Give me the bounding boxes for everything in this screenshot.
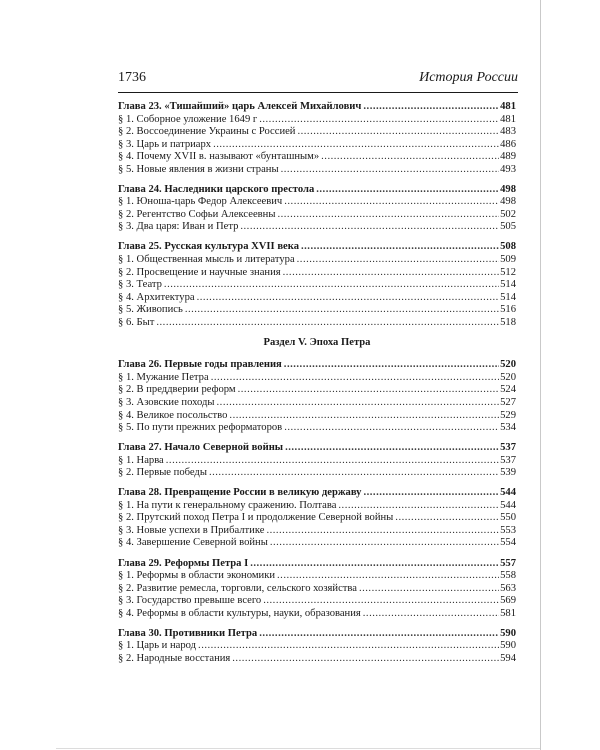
toc-section-entry <box>118 525 516 538</box>
page-ref: 534 <box>500 422 516 434</box>
chapter-title: Глава 29. Реформы Петра I <box>118 557 249 569</box>
section-title: § 1. Царь и народ <box>118 640 197 652</box>
section-title: § 3. Государство превыше всего <box>118 595 262 607</box>
toc-section-entry <box>118 653 516 666</box>
dot-leader <box>363 487 499 500</box>
chapter-title: Глава 26. Первые годы правления <box>118 359 282 371</box>
table-of-contents <box>118 101 516 673</box>
page-ref: 594 <box>500 652 516 664</box>
section-title: § 1. Нарва <box>118 454 164 466</box>
chapter-title: Глава 24. Наследники царского престола <box>118 183 315 195</box>
page-ref: 569 <box>500 595 516 607</box>
page-ref: 502 <box>500 208 516 220</box>
section-title: § 4. Завершение Северной войны <box>118 537 268 549</box>
toc-section-entry <box>118 583 516 596</box>
dot-leader <box>211 372 499 385</box>
section-title: § 2. В преддверии реформ <box>118 384 236 396</box>
section-title: § 3. Театр <box>118 279 162 291</box>
toc-section-entry <box>118 422 516 435</box>
page-ref: 537 <box>500 454 516 466</box>
dot-leader <box>232 653 499 666</box>
toc-chapter-entry <box>118 241 516 254</box>
toc-section-entry <box>118 139 516 152</box>
page-ref: 509 <box>500 254 516 266</box>
toc-chapter-group <box>118 359 516 434</box>
toc-chapter-entry <box>118 442 516 455</box>
page-ref: 483 <box>500 126 516 138</box>
chapter-title: Глава 25. Русская культура XVII века <box>118 241 299 253</box>
page-ref: 558 <box>500 570 516 582</box>
header-rule <box>118 92 518 93</box>
dot-leader <box>284 422 499 435</box>
dot-leader <box>217 397 500 410</box>
section-title: § 5. Живопись <box>118 304 183 316</box>
dot-leader <box>166 455 499 468</box>
toc-section-entry <box>118 209 516 222</box>
page-ref: 537 <box>500 442 516 454</box>
toc-chapter-entry <box>118 184 516 197</box>
toc-chapter-group <box>118 241 516 329</box>
toc-section-entry <box>118 317 516 330</box>
toc-chapter-entry <box>118 359 516 372</box>
page-ref: 550 <box>500 512 516 524</box>
dot-leader <box>321 151 499 164</box>
section-title: § 3. Два царя: Иван и Петр <box>118 221 239 233</box>
toc-section-entry <box>118 500 516 513</box>
page-ref: 590 <box>500 627 516 639</box>
chapter-title: Глава 27. Начало Северной войны <box>118 442 284 454</box>
toc-chapter-group <box>118 184 516 234</box>
page-ref: 518 <box>500 316 516 328</box>
toc-chapter-group <box>118 558 516 621</box>
section-heading: Раздел V. Эпоха Петра <box>263 336 371 348</box>
chapter-title: Глава 30. Противники Петра <box>118 627 258 639</box>
dot-leader <box>359 583 499 596</box>
section-title: § 5. Новые явления в жизни страны <box>118 163 279 175</box>
toc-section-entry <box>118 512 516 525</box>
page-bottom-edge <box>56 748 540 749</box>
dot-leader <box>363 608 499 621</box>
dot-leader <box>297 254 499 267</box>
dot-leader <box>283 267 499 280</box>
section-title: § 4. Реформы в области культуры, науки, образования <box>118 607 361 619</box>
dot-leader <box>266 525 499 538</box>
page-ref: 489 <box>500 151 516 163</box>
page-ref: 498 <box>500 196 516 208</box>
toc-section-entry <box>118 196 516 209</box>
dot-leader <box>277 209 499 222</box>
dot-leader <box>229 410 499 423</box>
toc-section-entry <box>118 608 516 621</box>
dot-leader <box>238 384 499 397</box>
page-ref: 539 <box>500 467 516 479</box>
page-ref: 481 <box>500 101 516 112</box>
dot-leader <box>395 512 499 525</box>
dot-leader <box>185 304 499 317</box>
toc-section-entry <box>118 114 516 127</box>
section-title: § 1. Соборное уложение 1649 г <box>118 113 258 125</box>
page-ref: 486 <box>500 138 516 150</box>
page-ref: 590 <box>500 640 516 652</box>
dot-leader <box>277 570 499 583</box>
toc-chapter-entry <box>118 558 516 571</box>
dot-leader <box>281 164 500 177</box>
page-ref: 553 <box>500 524 516 536</box>
dot-leader <box>284 359 499 372</box>
toc-section-entry <box>118 410 516 423</box>
dot-leader <box>198 640 499 653</box>
page-ref: 554 <box>500 537 516 549</box>
dot-leader <box>250 558 499 571</box>
toc-groups-after <box>118 359 516 665</box>
section-title: § 2. Первые победы <box>118 467 207 479</box>
dot-leader <box>316 184 499 197</box>
dot-leader <box>240 221 499 234</box>
section-title: § 1. Общественная мысль и литература <box>118 254 295 266</box>
dot-leader <box>164 279 499 292</box>
toc-section-entry <box>118 570 516 583</box>
toc-section-entry <box>118 292 516 305</box>
dot-leader <box>297 126 499 139</box>
toc-chapter-entry <box>118 628 516 641</box>
dot-leader <box>338 500 499 513</box>
page-ref: 516 <box>500 304 516 316</box>
page-number: 1736 <box>118 70 146 85</box>
dot-leader <box>285 442 499 455</box>
toc-section-entry <box>118 372 516 385</box>
section-title: § 2. Развитие ремесла, торговли, сельского хозяйства <box>118 582 357 594</box>
section-title: § 3. Азовские походы <box>118 396 215 408</box>
dot-leader <box>259 114 499 127</box>
toc-section-entry <box>118 221 516 234</box>
toc-groups-before <box>118 101 516 329</box>
toc-chapter-group <box>118 442 516 480</box>
page-ref: 527 <box>500 396 516 408</box>
page-ref: 508 <box>500 241 516 253</box>
toc-chapter-entry <box>118 101 516 114</box>
toc-section-entry <box>118 467 516 480</box>
page-ref: 505 <box>500 221 516 233</box>
toc-section-entry <box>118 164 516 177</box>
toc-chapter-group <box>118 487 516 550</box>
dot-leader <box>284 196 499 209</box>
page-ref: 520 <box>500 359 516 371</box>
toc-section-entry <box>118 595 516 608</box>
toc-section-entry <box>118 455 516 468</box>
toc-section-entry <box>118 279 516 292</box>
page-ref: 557 <box>500 557 516 569</box>
page-ref: 514 <box>500 291 516 303</box>
toc-section-entry <box>118 254 516 267</box>
section-title: § 1. На пути к генеральному сражению. Полтава <box>118 499 337 511</box>
toc-section-entry <box>118 384 516 397</box>
dot-leader <box>213 139 499 152</box>
dot-leader <box>263 595 499 608</box>
section-title: § 5. По пути прежних реформаторов <box>118 422 283 434</box>
dot-leader <box>156 317 499 330</box>
section-title: § 2. Регентство Софьи Алексеевны <box>118 208 276 220</box>
page-edge <box>540 0 541 750</box>
dot-leader <box>209 467 499 480</box>
section-title: § 1. Реформы в области экономики <box>118 570 276 582</box>
section-title: § 6. Быт <box>118 316 155 328</box>
page-ref: 529 <box>500 409 516 421</box>
section-title: § 4. Почему XVII в. называют «бунташным» <box>118 151 320 163</box>
section-title: § 3. Царь и патриарх <box>118 138 212 150</box>
toc-section-entry <box>118 640 516 653</box>
chapter-title: Глава 28. Превращение России в великую державу <box>118 487 362 499</box>
toc-chapter-group <box>118 628 516 666</box>
dot-leader <box>363 101 499 114</box>
toc-section-entry <box>118 151 516 164</box>
section-title: § 2. Просвещение и научные знания <box>118 266 281 278</box>
page-ref: 498 <box>500 183 516 195</box>
dot-leader <box>270 537 499 550</box>
page-ref: 581 <box>500 607 516 619</box>
section-title: § 1. Мужание Петра <box>118 371 209 383</box>
page-ref: 544 <box>500 499 516 511</box>
page-ref: 493 <box>500 163 516 175</box>
section-title: § 2. Народные восстания <box>118 652 231 664</box>
dot-leader <box>301 241 499 254</box>
section-title: § 2. Прутский поход Петра I и продолжение Северной войны <box>118 512 394 524</box>
section-title: § 3. Новые успехи в Прибалтике <box>118 524 265 536</box>
chapter-title: Глава 23. «Тишайший» царь Алексей Михайлович <box>118 101 362 112</box>
section-title: § 2. Воссоединение Украины с Россией <box>118 126 296 138</box>
toc-chapter-entry <box>118 487 516 500</box>
page-ref: 563 <box>500 582 516 594</box>
running-header <box>118 70 518 92</box>
page-ref: 520 <box>500 371 516 383</box>
section-title: § 4. Архитектура <box>118 291 195 303</box>
section-title: § 4. Великое посольство <box>118 409 228 421</box>
dot-leader <box>197 292 500 305</box>
page-ref: 544 <box>500 487 516 499</box>
page-ref: 481 <box>500 113 516 125</box>
running-title: История России <box>419 70 518 85</box>
page-ref: 524 <box>500 384 516 396</box>
toc-section-entry <box>118 267 516 280</box>
page-ref: 512 <box>500 266 516 278</box>
dot-leader <box>259 628 499 641</box>
toc-section-entry <box>118 304 516 317</box>
toc-section-entry <box>118 537 516 550</box>
section-title: § 1. Юноша-царь Федор Алексеевич <box>118 196 283 208</box>
page-ref: 514 <box>500 279 516 291</box>
toc-section-entry <box>118 126 516 139</box>
toc-chapter-group <box>118 101 516 176</box>
toc-section-entry <box>118 397 516 410</box>
